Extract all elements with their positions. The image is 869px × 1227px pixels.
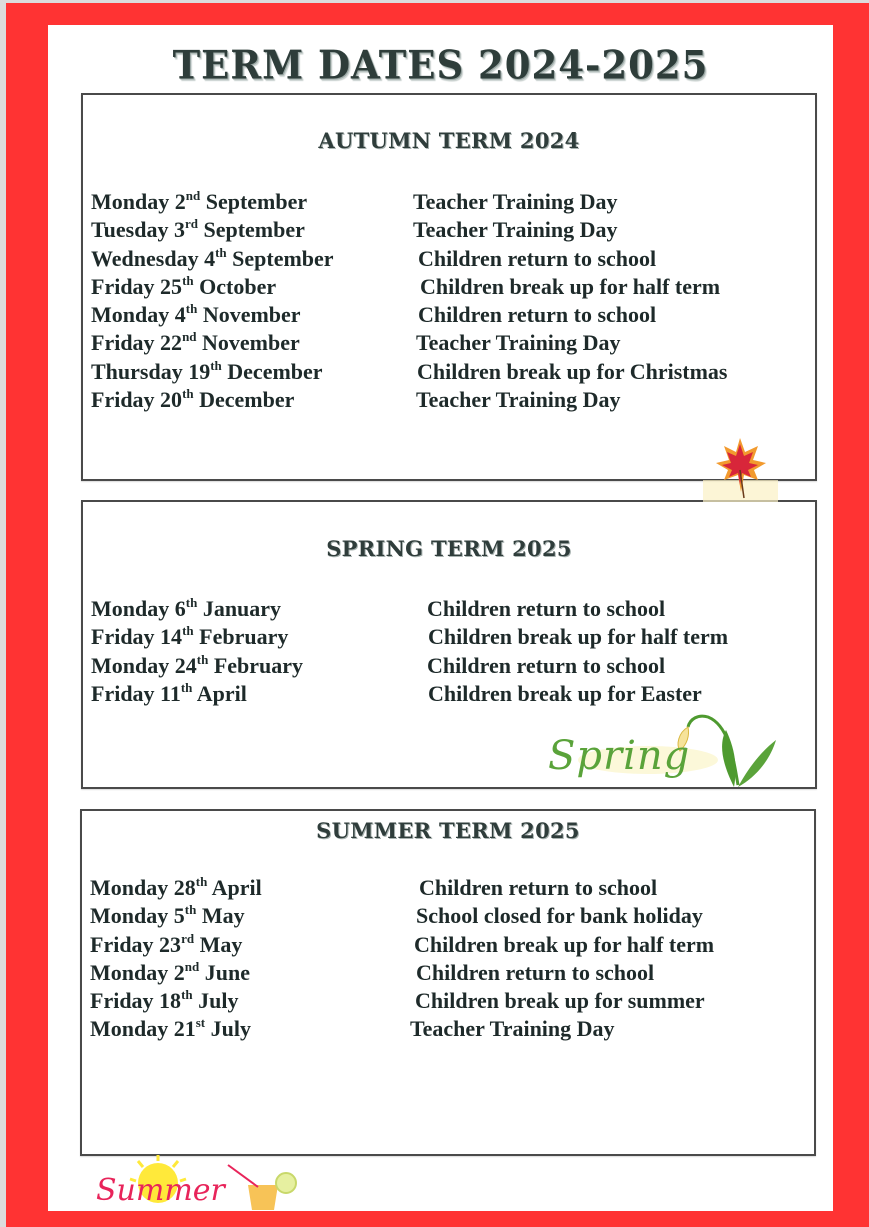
ordinal-suffix: rd (184, 216, 198, 232)
event-description: Children break up for half term (428, 624, 729, 650)
autumn-term-heading: AUTUMN TERM 2024 (318, 128, 580, 153)
event-description: Children break up for half term (414, 931, 715, 957)
date-label (91, 387, 294, 413)
event-description: Children break up for summer (415, 988, 705, 1014)
date-label (90, 932, 242, 958)
date-label (91, 596, 281, 622)
event-description: Teacher Training Day (410, 1016, 615, 1042)
event-description: Teacher Training Day (416, 387, 621, 413)
date-day: Friday 23 (90, 931, 182, 957)
date-label (91, 681, 247, 707)
ordinal-suffix: th (195, 874, 208, 889)
event-description: Children return to school (416, 959, 655, 985)
date-day: Monday 4 (91, 302, 186, 328)
ordinal-suffix: th (215, 244, 227, 260)
ordinal-suffix: nd (184, 958, 200, 974)
date-day: Monday 24 (91, 652, 197, 678)
event-description: Children break up for Easter (428, 680, 702, 706)
spring-decoration (538, 705, 778, 790)
date-day: Monday 2 (90, 959, 185, 985)
event-description: Teacher Training Day (413, 189, 618, 214)
date-month: July (205, 1016, 251, 1042)
date-month: November (196, 330, 300, 356)
date-month: October (193, 273, 277, 299)
date-day: Friday 14 (91, 624, 183, 650)
ordinal-suffix: nd (182, 329, 197, 345)
event-description: Children return to school (418, 245, 657, 271)
date-month: May (196, 903, 245, 929)
event-description: Children break up for Christmas (417, 358, 728, 384)
date-month: December (193, 387, 295, 413)
date-label (90, 988, 238, 1014)
event-description: School closed for bank holiday (416, 903, 703, 929)
date-label (91, 274, 276, 300)
event-description: Children return to school (427, 652, 666, 678)
summer-decoration (88, 1155, 328, 1215)
ordinal-suffix: th (181, 987, 193, 1003)
date-day: Monday 5 (90, 903, 185, 929)
autumn-term-box (81, 93, 817, 481)
page-title: TERM DATES 2024-2025 (172, 41, 709, 89)
date-month: September (197, 217, 305, 243)
maple-leaf-icon (698, 430, 783, 505)
date-month: September (200, 189, 308, 214)
date-day: Tuesday 3 (91, 217, 185, 243)
date-label (91, 359, 323, 385)
date-month: September (226, 245, 334, 271)
ordinal-suffix: nd (185, 188, 201, 203)
date-day: Monday 21 (90, 1016, 196, 1042)
date-label (90, 903, 245, 929)
date-month: May (194, 931, 243, 957)
ordinal-suffix: rd (181, 930, 195, 946)
date-label (90, 1016, 251, 1042)
date-label (91, 189, 307, 215)
summer-term-box (80, 809, 816, 1156)
date-day: Friday 22 (91, 330, 183, 356)
ordinal-suffix: th (184, 902, 197, 918)
ordinal-suffix: th (182, 272, 194, 288)
date-day: Friday 11 (91, 680, 181, 706)
date-label (91, 624, 288, 650)
ordinal-suffix: th (185, 595, 198, 610)
ordinal-suffix: th (210, 357, 222, 373)
date-month: June (199, 959, 250, 985)
summer-script-text: Summer (96, 1173, 225, 1208)
date-label (91, 653, 303, 679)
date-day: Wednesday 4 (91, 245, 216, 271)
spring-script-text: Spring (548, 733, 691, 779)
date-label (91, 330, 300, 356)
spring-term-heading: SPRING TERM 2025 (326, 536, 572, 561)
event-description: Teacher Training Day (416, 330, 621, 356)
event-description: Children break up for half term (420, 273, 721, 299)
date-month: April (192, 680, 247, 706)
date-month: July (192, 988, 239, 1014)
date-month: April (207, 875, 262, 900)
date-label (91, 217, 305, 243)
ordinal-suffix: st (195, 1015, 206, 1031)
event-description: Children return to school (419, 875, 658, 900)
date-month: February (193, 624, 289, 650)
date-month: November (197, 302, 301, 328)
date-day: Monday 2 (91, 189, 186, 214)
date-label (90, 875, 262, 901)
date-month: December (221, 358, 323, 384)
ordinal-suffix: th (196, 651, 209, 667)
date-label (91, 246, 334, 272)
event-description: Children return to school (427, 596, 666, 621)
ordinal-suffix: th (180, 679, 193, 695)
ordinal-suffix: th (182, 386, 194, 402)
date-label (91, 302, 301, 328)
date-day: Friday 25 (91, 273, 183, 299)
date-label (90, 960, 250, 986)
date-day: Friday 18 (90, 988, 182, 1014)
date-month: February (208, 652, 304, 678)
date-day: Thursday 19 (91, 358, 211, 384)
event-description: Children return to school (418, 302, 657, 328)
date-day: Monday 6 (91, 596, 186, 621)
event-description: Teacher Training Day (413, 217, 618, 243)
ordinal-suffix: th (185, 301, 198, 317)
document-page (48, 25, 833, 1211)
date-day: Monday 28 (90, 875, 196, 900)
summer-term-heading: SUMMER TERM 2025 (316, 818, 580, 843)
date-day: Friday 20 (91, 387, 183, 413)
date-month: January (197, 596, 282, 621)
ordinal-suffix: th (182, 623, 194, 639)
